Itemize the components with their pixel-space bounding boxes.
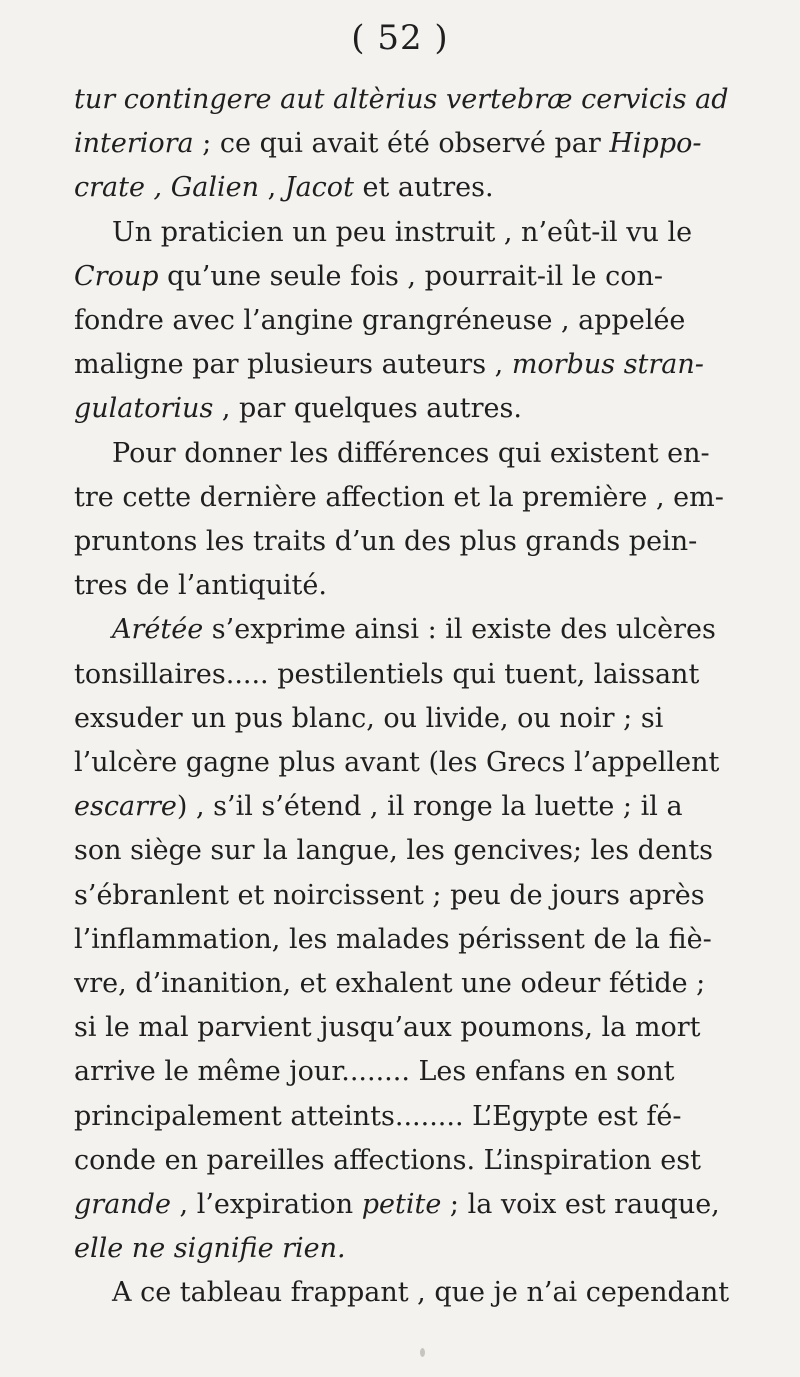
text-run: ; la voix est rauque, [441, 1189, 720, 1221]
text-line [74, 785, 754, 829]
text-line [74, 1050, 754, 1094]
text-run: s’exprime ainsi : il existe des ulcères [203, 614, 716, 646]
text-line [74, 653, 754, 697]
italic-run: morbus stran- [511, 349, 704, 381]
text-line [74, 432, 754, 476]
text-line [74, 1095, 754, 1139]
text-line [74, 741, 754, 785]
text-run: , l’expiration [170, 1189, 362, 1221]
text-run: , par quelques autres. [213, 393, 522, 425]
italic-run: Jacot [284, 172, 354, 204]
text-line [74, 697, 754, 741]
ink-speck [420, 1348, 425, 1357]
text-line [74, 343, 754, 387]
text-line [74, 387, 754, 431]
text-line [74, 829, 754, 873]
text-line [74, 874, 754, 918]
text-line [74, 564, 754, 608]
text-run: maligne par plusieurs auteurs , [74, 349, 512, 381]
text-run: ; ce qui avait été observé par [193, 128, 610, 160]
text-run: arrive le même jour........ Les enfans en sont [74, 1056, 675, 1088]
italic-run: grande [74, 1189, 171, 1221]
text-line [74, 122, 754, 166]
text-run: conde en pareilles affections. L’inspiration est [74, 1144, 701, 1176]
text-run: A ce tableau frappant , que je n’ai cependant [112, 1277, 730, 1309]
text-run: tres de l’antiquité. [74, 570, 327, 602]
text-run: tonsillaires..... pestilentiels qui tuent, laissant [74, 658, 700, 690]
text-line [74, 962, 754, 1006]
italic-run: gulatorius [74, 393, 214, 425]
text-line [74, 1183, 754, 1227]
text-line [74, 918, 754, 962]
text-run: s’ébranlent et noircissent ; peu de jours après [74, 879, 705, 911]
text-run: tre cette dernière affection et la première , em- [74, 481, 724, 513]
text-line [74, 78, 754, 122]
italic-run: petite [361, 1189, 442, 1221]
text-run: et autres. [353, 172, 494, 204]
italic-run: elle ne signifie rien. [74, 1233, 346, 1265]
text-run: ) , s’il s’étend , il ronge la luette ; il a [176, 791, 683, 823]
text-line [74, 476, 754, 520]
text-run: fondre avec l’angine grangréneuse , appelée [74, 305, 686, 337]
text-line [74, 608, 754, 652]
text-line [74, 1271, 754, 1315]
text-line [74, 211, 754, 255]
text-run: pruntons les traits d’un des plus grands pein- [74, 526, 698, 558]
body-text [74, 78, 754, 1316]
page-number: ( 52 ) [351, 18, 449, 58]
italic-run: Arétée [112, 614, 204, 646]
italic-run: Hippo- [609, 128, 702, 160]
text-run: Pour donner les différences qui existent en- [112, 437, 710, 469]
text-line [74, 520, 754, 564]
text-run: principalement atteints........ L’Egypte est fé- [74, 1100, 682, 1132]
text-run: Un praticien un peu instruit , n’eût-il vu le [112, 216, 693, 248]
italic-run: Croup [74, 260, 159, 292]
text-line [74, 299, 754, 343]
text-run: l’ulcère gagne plus avant (les Grecs l’appellent [74, 747, 720, 779]
text-run: , [259, 172, 285, 204]
text-run: si le mal parvient jusqu’aux poumons, la mort [74, 1012, 701, 1044]
italic-run: tur contingere aut altèrius vertebræ cervicis ad [74, 84, 729, 115]
text-run: exsuder un pus blanc, ou livide, ou noir ; si [74, 702, 664, 734]
text-run: qu’une seule fois , pourrait-il le con- [158, 260, 663, 292]
text-line [74, 166, 754, 210]
italic-run: crate , Galien [74, 172, 260, 204]
text-run: vre, d’inanition, et exhalent une odeur fétide ; [74, 968, 706, 1000]
italic-run: escarre [74, 791, 177, 823]
text-line [74, 1227, 754, 1271]
text-line [74, 1139, 754, 1183]
text-run: son siège sur la langue, les gencives; les dents [74, 835, 714, 867]
text-line [74, 255, 754, 299]
text-run: l’inflammation, les malades périssent de la fiè- [74, 923, 712, 955]
text-line [74, 1006, 754, 1050]
italic-run: interiora [74, 128, 194, 160]
